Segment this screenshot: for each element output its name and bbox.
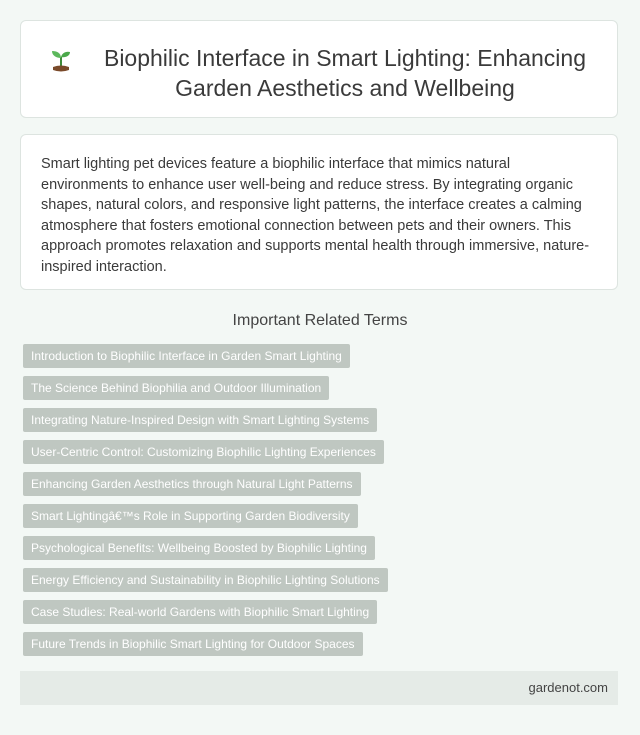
footer-site-link[interactable]: gardenot.com	[528, 680, 608, 695]
title-card	[20, 20, 618, 118]
page-title: Biophilic Interface in Smart Lighting: Enhancing Garden Aesthetics and Wellbeing	[103, 45, 586, 101]
related-terms-list	[23, 344, 388, 664]
related-term-link[interactable]: Psychological Benefits: Wellbeing Boosted by Biophilic Lighting	[23, 536, 375, 560]
related-term-link[interactable]: Future Trends in Biophilic Smart Lighting for Outdoor Spaces	[23, 632, 363, 656]
related-term-link[interactable]: Integrating Nature-Inspired Design with Smart Lighting Systems	[23, 408, 377, 432]
related-term-link[interactable]: Enhancing Garden Aesthetics through Natural Light Patterns	[23, 472, 361, 496]
related-term-link[interactable]: The Science Behind Biophilia and Outdoor Illumination	[23, 376, 329, 400]
description-card	[20, 134, 618, 290]
related-terms-heading: Important Related Terms	[232, 312, 408, 329]
seedling-icon	[47, 47, 75, 75]
description-text: Smart lighting pet devices feature a biophilic interface that mimics natural environments to enhance user well-being and reduce stress. By integrating organic shapes, natural colors, and responsive light patterns, the interface creates a calming atmosphere that fosters emotional connection between pets and their owners. This approach promotes relaxation and supports mental health through immersive, nature-inspired interaction.	[41, 156, 590, 275]
related-term-link[interactable]: Energy Efficiency and Sustainability in Biophilic Lighting Solutions	[23, 568, 388, 592]
footer	[20, 671, 618, 705]
related-term-link[interactable]: User-Centric Control: Customizing Biophilic Lighting Experiences	[23, 440, 384, 464]
related-term-link[interactable]: Introduction to Biophilic Interface in Garden Smart Lighting	[23, 344, 350, 368]
related-term-link[interactable]: Case Studies: Real-world Gardens with Biophilic Smart Lighting	[23, 600, 377, 624]
related-term-link[interactable]: Smart Lightingâ€™s Role in Supporting Garden Biodiversity	[23, 504, 358, 528]
